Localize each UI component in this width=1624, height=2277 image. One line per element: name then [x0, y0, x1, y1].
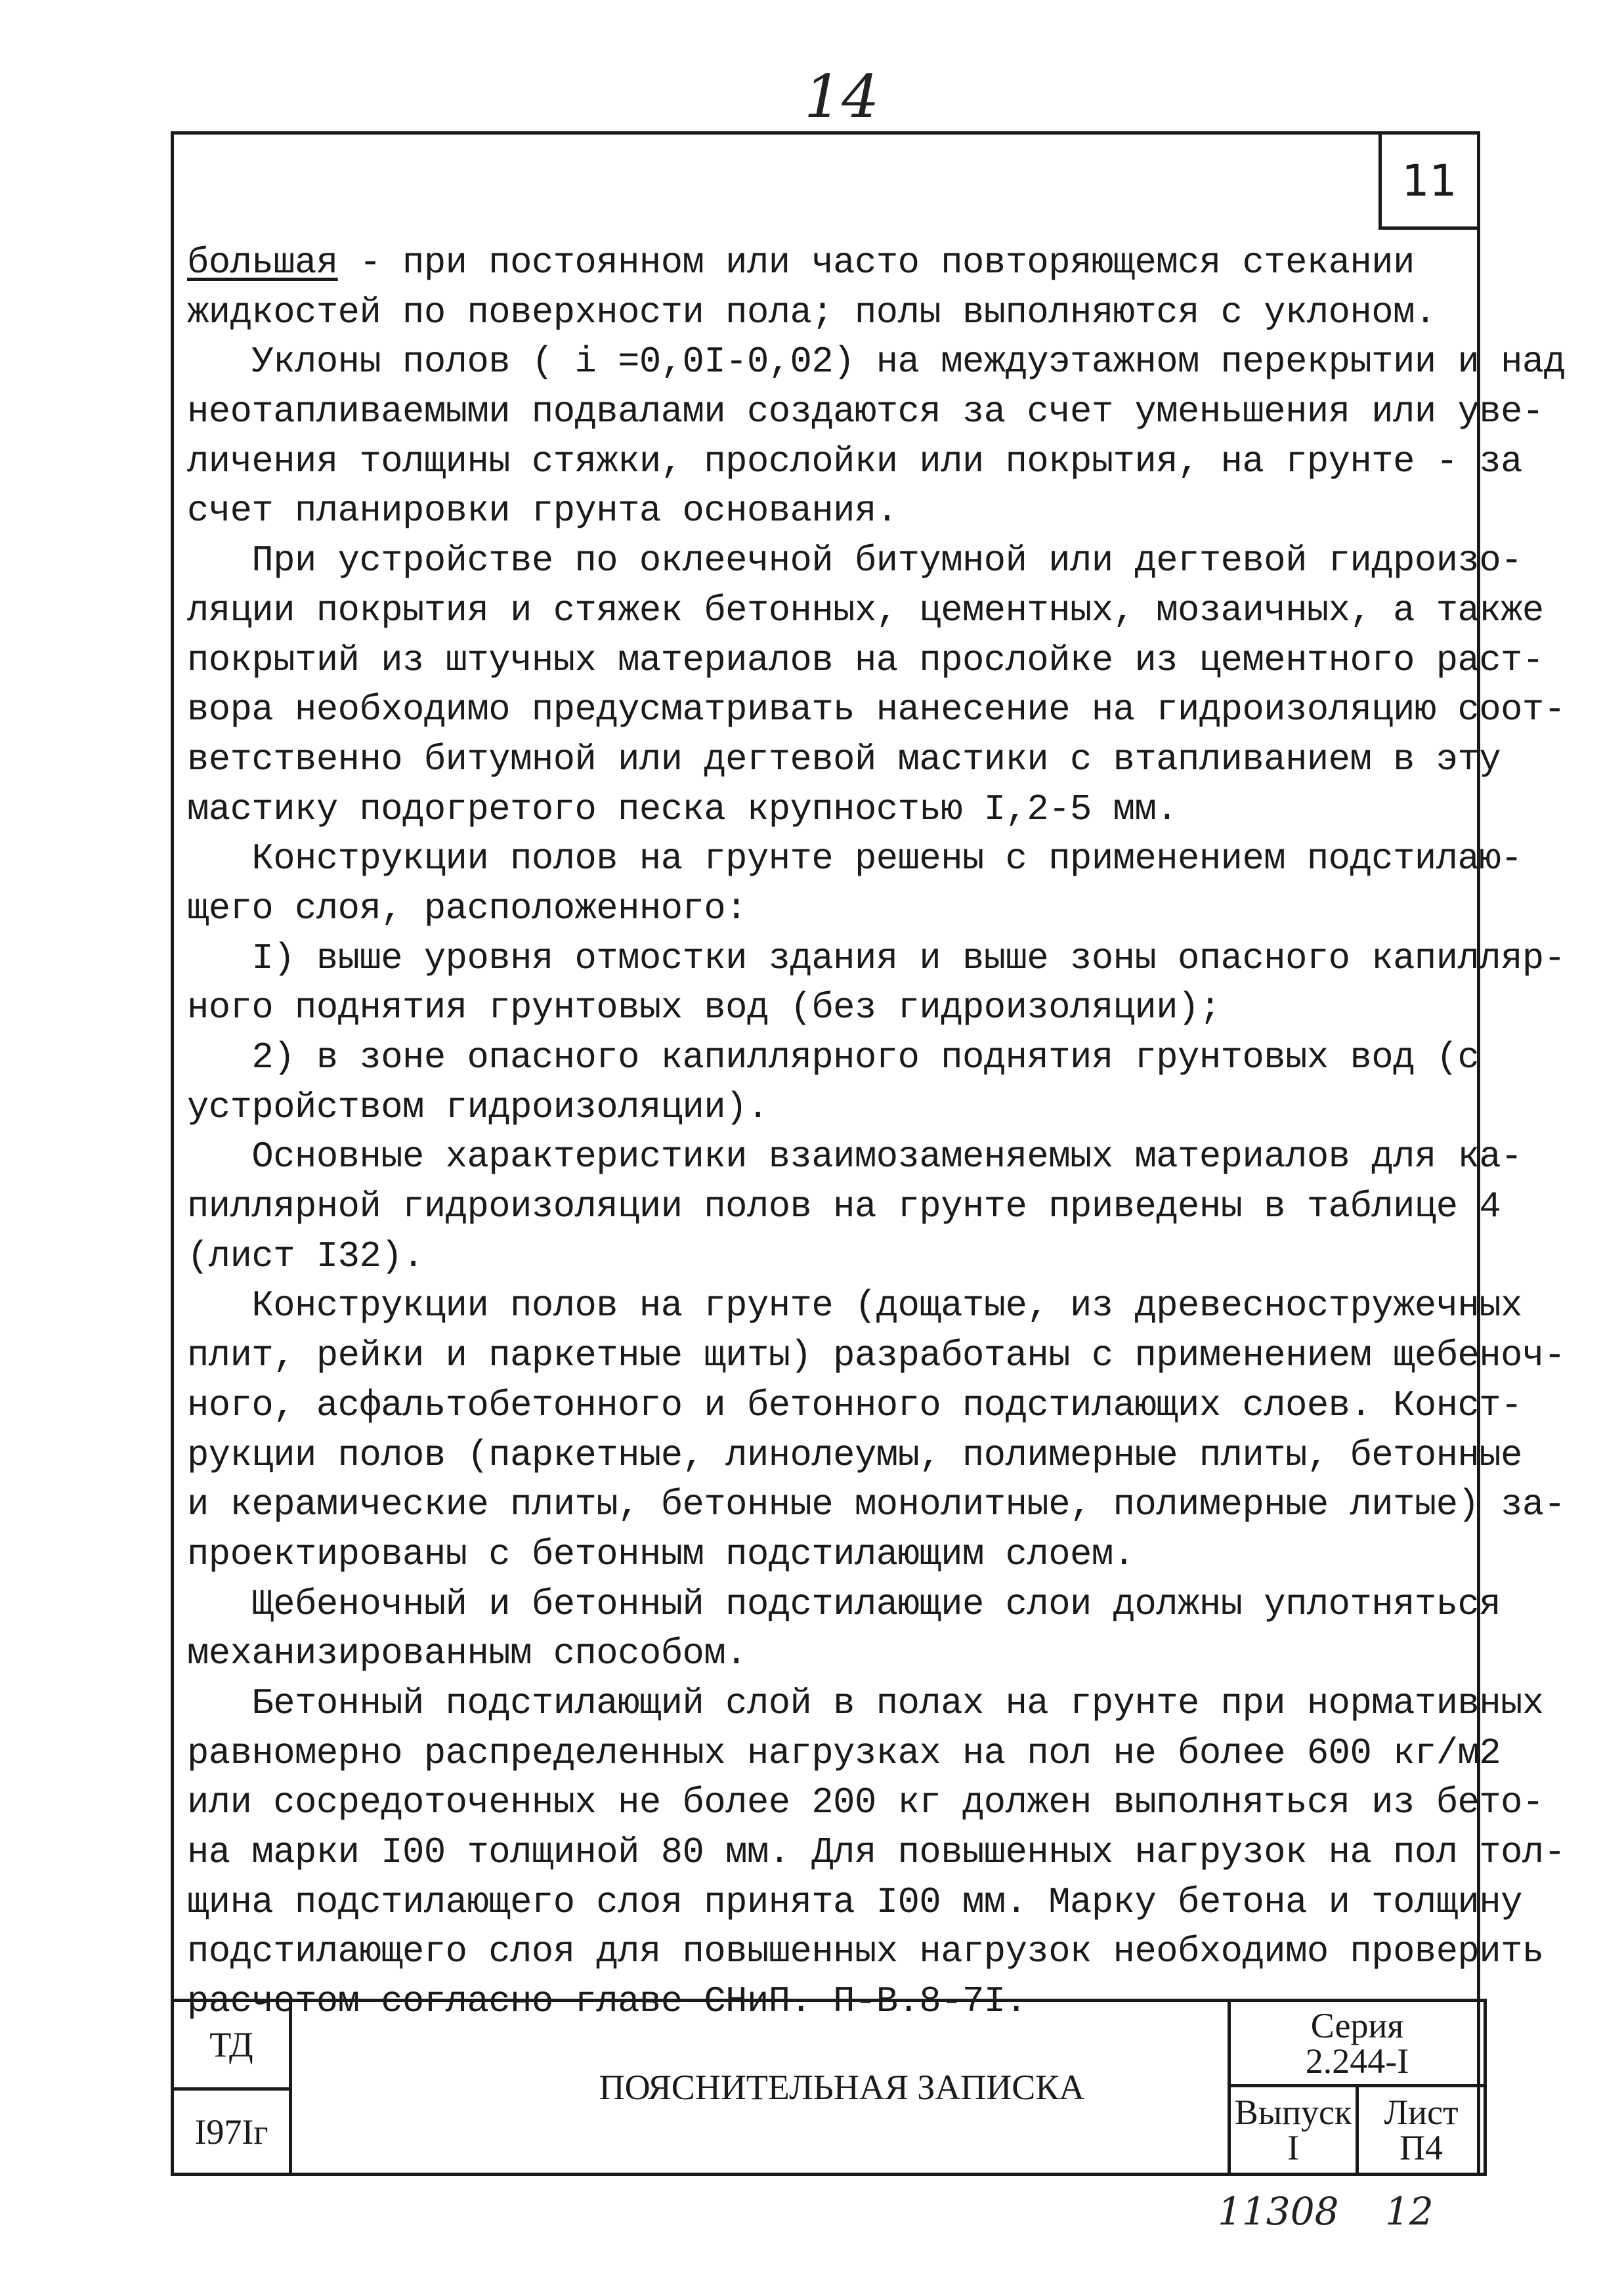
text-line — [187, 1878, 1522, 1928]
text-segment: личения толщины стяжки, прослойки или покрытия, на грунте - за — [187, 440, 1522, 482]
sheet-cell — [1359, 2087, 1484, 2173]
handwritten-sheet-number: 12 — [1385, 2189, 1434, 2234]
text-segment: неотапливаемыми подвалами создаются за счет уменьшения или уве- — [187, 391, 1544, 433]
text-segment: расчетом согласно главе СНиП. П-В.8-7I. — [187, 1981, 1027, 2023]
text-line — [187, 1431, 1522, 1481]
text-segment: (лист I32). — [187, 1235, 424, 1277]
series-cell — [1228, 2002, 1484, 2087]
text-segment: устройством гидроизоляции). — [187, 1086, 769, 1128]
title-block — [171, 1999, 1487, 2176]
text-segment: ного, асфальтобетонного и бетонного подстилающих слоев. Конст- — [187, 1384, 1522, 1426]
issue-cell — [1228, 2087, 1359, 2173]
text-line — [187, 1778, 1544, 1828]
handwritten-archive-number: 11308 — [1218, 2189, 1339, 2234]
text-segment: - при постоянном или часто повторяющемся стекании — [337, 242, 1415, 284]
series-value: 2.244-I — [1305, 2041, 1409, 2081]
text-line — [187, 387, 1544, 437]
text-segment: рукции полов (паркетные, линолеумы, полимерные плиты, бетонные — [187, 1434, 1522, 1476]
text-line — [187, 1132, 1522, 1182]
text-line — [187, 1828, 1566, 1878]
issue-label: Выпуск — [1234, 2093, 1352, 2132]
text-segment: подстилающего слоя для повышенных нагрузок необходимо проверить — [187, 1931, 1544, 1973]
text-line — [187, 1232, 1467, 1282]
text-segment: I) выше уровня отмостки здания и выше зоны опасного капилляр- — [187, 937, 1566, 979]
text-line — [187, 983, 1467, 1033]
document-title: ПОЯСНИТЕЛЬНАЯ ЗАПИСКА — [599, 2068, 1085, 2107]
text-line — [187, 735, 1501, 785]
text-line — [187, 586, 1544, 636]
text-line — [187, 685, 1566, 735]
text-segment: Уклоны полов ( i =0,0I-0,02) на междуэтажном перекрытии и над — [187, 341, 1566, 383]
text-segment: мастику подогретого песка крупностью I,2-5 мм. — [187, 788, 1178, 830]
explanatory-note-body — [187, 238, 1566, 2027]
sheet-label: Лист — [1384, 2093, 1459, 2132]
underlined-term: большая — [187, 242, 338, 284]
text-line — [187, 1580, 1501, 1630]
text-line — [187, 834, 1522, 884]
text-segment: ляции покрытия и стяжек бетонных, цементных, мозаичных, а также — [187, 589, 1544, 631]
text-line — [187, 785, 1467, 835]
text-line — [187, 1729, 1501, 1779]
page-number-box: 11 — [1378, 135, 1477, 230]
year: I97Iг — [174, 2091, 292, 2173]
sheet-value: П4 — [1400, 2128, 1443, 2167]
text-segment: Конструкции полов на грунте (дощатые, из древесностружечных — [187, 1285, 1522, 1327]
text-line — [187, 1182, 1501, 1232]
text-line — [187, 1530, 1467, 1580]
series-label: Серия — [1310, 2005, 1404, 2045]
text-segment: ветственно битумной или дегтевой мастики с втапливанием в эту — [187, 738, 1501, 780]
text-segment: плит, рейки и паркетные щиты) разработаны с применением щебеноч- — [187, 1335, 1566, 1377]
text-segment: и керамические плиты, бетонные монолитные, полимерные литые) за- — [187, 1484, 1566, 1526]
text-line — [187, 238, 1467, 288]
text-line — [187, 636, 1544, 686]
text-segment: равномерно распределенных нагрузках на пол не более 600 кг/м2 — [187, 1732, 1501, 1774]
text-segment: жидкостей по поверхности пола; полы выполняются с уклоном. — [187, 291, 1436, 333]
document-frame — [171, 131, 1566, 2176]
text-segment: При устройстве по оклеечной битумной или дегтевой гидроизо- — [187, 540, 1522, 582]
text-segment: покрытий из штучных материалов на прослойке из цементного раст- — [187, 639, 1544, 681]
text-segment: счет планировки грунта основания. — [187, 490, 898, 532]
text-line — [187, 884, 1467, 934]
text-segment: щина подстилающего слоя принята I00 мм. Марку бетона и толщину — [187, 1881, 1522, 1923]
text-segment: или сосредоточенных не более 200 кг должен выполняться из бето- — [187, 1782, 1544, 1824]
text-line — [187, 1083, 1467, 1133]
text-segment: Щебеночный и бетонный подстилающие слои должны уплотняться — [187, 1583, 1501, 1625]
text-segment: на марки I00 толщиной 80 мм. Для повышенных нагрузок на пол тол- — [187, 1832, 1566, 1873]
text-segment: Бетонный подстилающий слой в полах на грунте при нормативных — [187, 1682, 1544, 1724]
organization-code: ТД — [174, 2002, 292, 2091]
text-line — [187, 1381, 1522, 1431]
issue-value: I — [1287, 2128, 1299, 2167]
text-segment: Основные характеристики взаимозаменяемых материалов для ка- — [187, 1136, 1522, 1178]
text-segment: пиллярной гидроизоляции полов на грунте приведены в таблице 4 — [187, 1186, 1501, 1228]
text-line — [187, 337, 1566, 387]
text-segment: механизированным способом. — [187, 1633, 747, 1675]
text-line — [187, 437, 1522, 487]
text-line — [187, 536, 1522, 586]
text-line — [187, 1927, 1544, 1977]
text-line — [187, 1679, 1544, 1729]
text-line — [187, 1480, 1566, 1530]
text-line — [187, 934, 1566, 984]
text-line — [187, 288, 1467, 338]
text-line — [187, 1281, 1522, 1331]
text-segment: проектированы с бетонным подстилающим слоем. — [187, 1533, 1135, 1575]
text-segment: щего слоя, расположенного: — [187, 887, 747, 929]
text-segment: Конструкции полов на грунте решены с применением подстилаю- — [187, 838, 1522, 880]
text-line — [187, 1331, 1566, 1381]
text-line — [187, 1629, 1467, 1679]
handwritten-page-mark: 14 — [804, 62, 880, 131]
text-segment: ного поднятия грунтовых вод (без гидроизоляции); — [187, 987, 1221, 1029]
text-line — [187, 486, 1467, 536]
text-segment: 2) в зоне опасного капиллярного поднятия грунтовых вод (с — [187, 1037, 1480, 1078]
text-line — [187, 1033, 1480, 1083]
text-segment: вора необходимо предусматривать нанесение на гидроизоляцию соот- — [187, 689, 1566, 731]
